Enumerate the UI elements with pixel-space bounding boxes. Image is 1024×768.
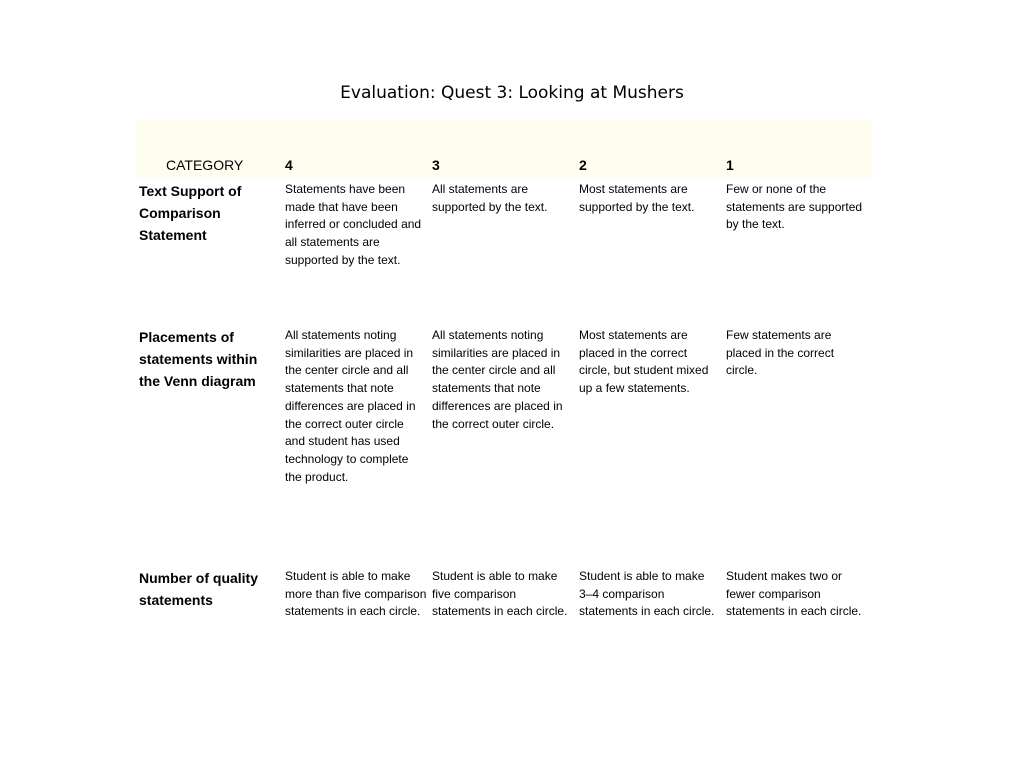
row3-cell-1: Student makes two or fewer comparison statements in each circle. bbox=[726, 569, 862, 619]
row1-cell-1: Few or none of the statements are supported by the text. bbox=[726, 182, 863, 232]
row2-cell-1: Few statements are placed in the correct circle. bbox=[726, 328, 835, 378]
row-label-number-of-statements: Number of quality statements bbox=[139, 570, 259, 608]
row1-cell-4: Statements have been made that have been inferred or concluded and all statements are supported by the text. bbox=[285, 182, 422, 267]
row2-cell-4: All statements noting similarities are placed in the center circle and all statements that note differences are placed in the correct outer circle and student has used technology to complete the product. bbox=[285, 328, 416, 484]
page-title: Evaluation: Quest 3: Looking at Mushers bbox=[340, 83, 684, 103]
row2-cell-3: All statements noting similarities are placed in the center circle and all statements that note differences are placed in the correct outer circle. bbox=[432, 328, 563, 431]
row-label-placements: Placements of statements within the Venn diagram bbox=[139, 329, 258, 389]
row-label-text-support: Text Support of Comparison Statement bbox=[139, 183, 242, 243]
header-score-3: 3 bbox=[432, 157, 440, 173]
header-row-background bbox=[137, 120, 872, 178]
row1-cell-3: All statements are supported by the text. bbox=[432, 182, 548, 214]
header-score-1: 1 bbox=[726, 157, 734, 173]
row3-cell-4: Student is able to make more than five comparison statements in each circle. bbox=[285, 569, 427, 619]
row3-cell-2: Student is able to make 3–4 comparison statements in each circle. bbox=[579, 569, 715, 619]
row3-cell-3: Student is able to make five comparison statements in each circle. bbox=[432, 569, 568, 619]
row1-cell-2: Most statements are supported by the text. bbox=[579, 182, 695, 214]
header-score-4: 4 bbox=[285, 157, 293, 173]
header-score-2: 2 bbox=[579, 157, 587, 173]
row2-cell-2: Most statements are placed in the correct circle, but student mixed up a few statements. bbox=[579, 328, 709, 396]
header-category: CATEGORY bbox=[166, 157, 244, 173]
